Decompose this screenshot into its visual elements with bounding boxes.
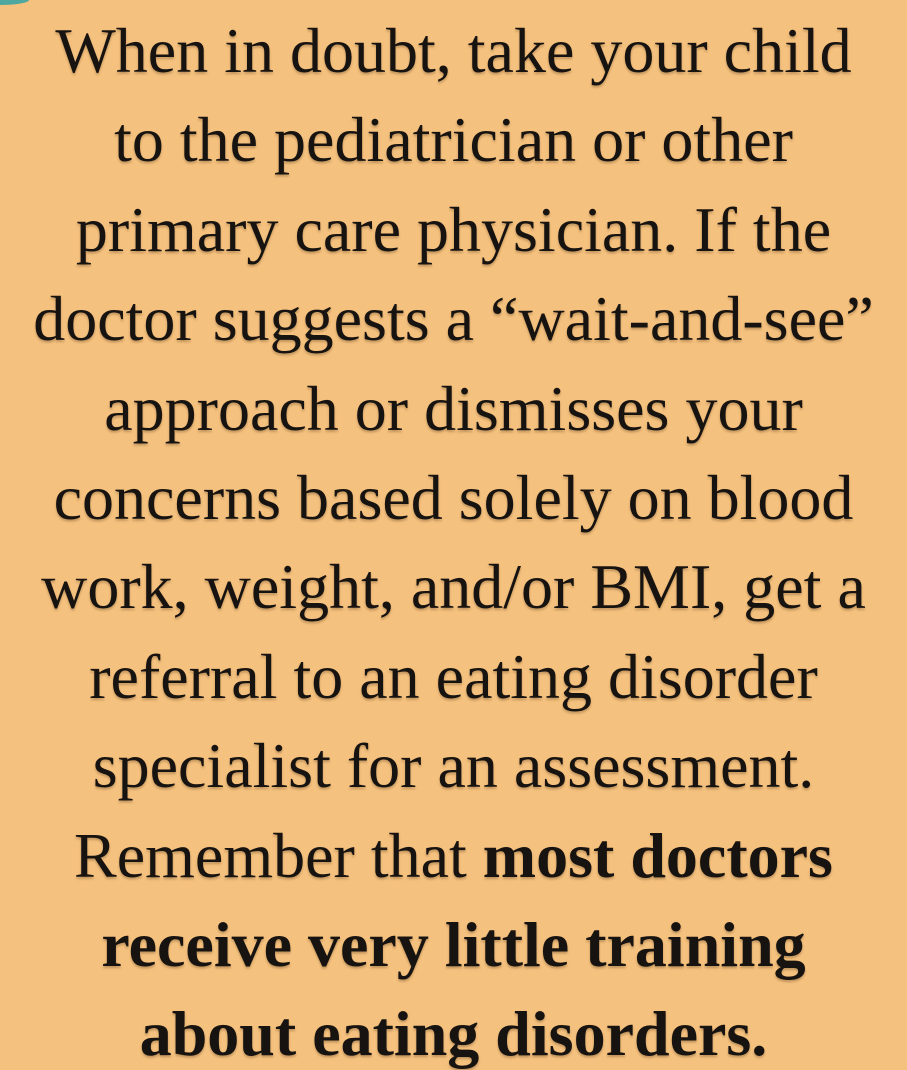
text-line xyxy=(0,721,907,810)
text-segment: approach or dismisses your xyxy=(104,372,803,444)
text-line xyxy=(0,632,907,721)
text-segment: concerns based solely on blood xyxy=(53,462,854,534)
text-segment: When in doubt, take your child xyxy=(55,15,852,86)
text-segment: to the pediatrician or other xyxy=(114,104,793,176)
text-segment: primary care physician. If the xyxy=(75,193,832,265)
text-line xyxy=(0,989,907,1070)
text-segment: referral to an eating disorder xyxy=(89,640,818,712)
text-line xyxy=(0,900,907,989)
text-line xyxy=(0,364,907,453)
bold-text-segment: receive very little training xyxy=(101,909,806,981)
text-segment: doctor suggests a “wait-and-see” xyxy=(33,283,874,355)
text-line xyxy=(0,542,907,631)
bold-text-segment: most doctors xyxy=(482,819,833,891)
bold-text-segment: about eating disorders. xyxy=(139,998,768,1070)
text-line xyxy=(0,185,907,274)
text-line xyxy=(0,453,907,542)
text-segment: specialist for an assessment. xyxy=(92,730,815,802)
text-line xyxy=(0,811,907,900)
text-line xyxy=(0,95,907,184)
text-line xyxy=(0,274,907,363)
text-segment: Remember that xyxy=(74,819,483,891)
text-line xyxy=(0,6,907,95)
text-segment: work, weight, and/or BMI, get a xyxy=(41,551,866,623)
